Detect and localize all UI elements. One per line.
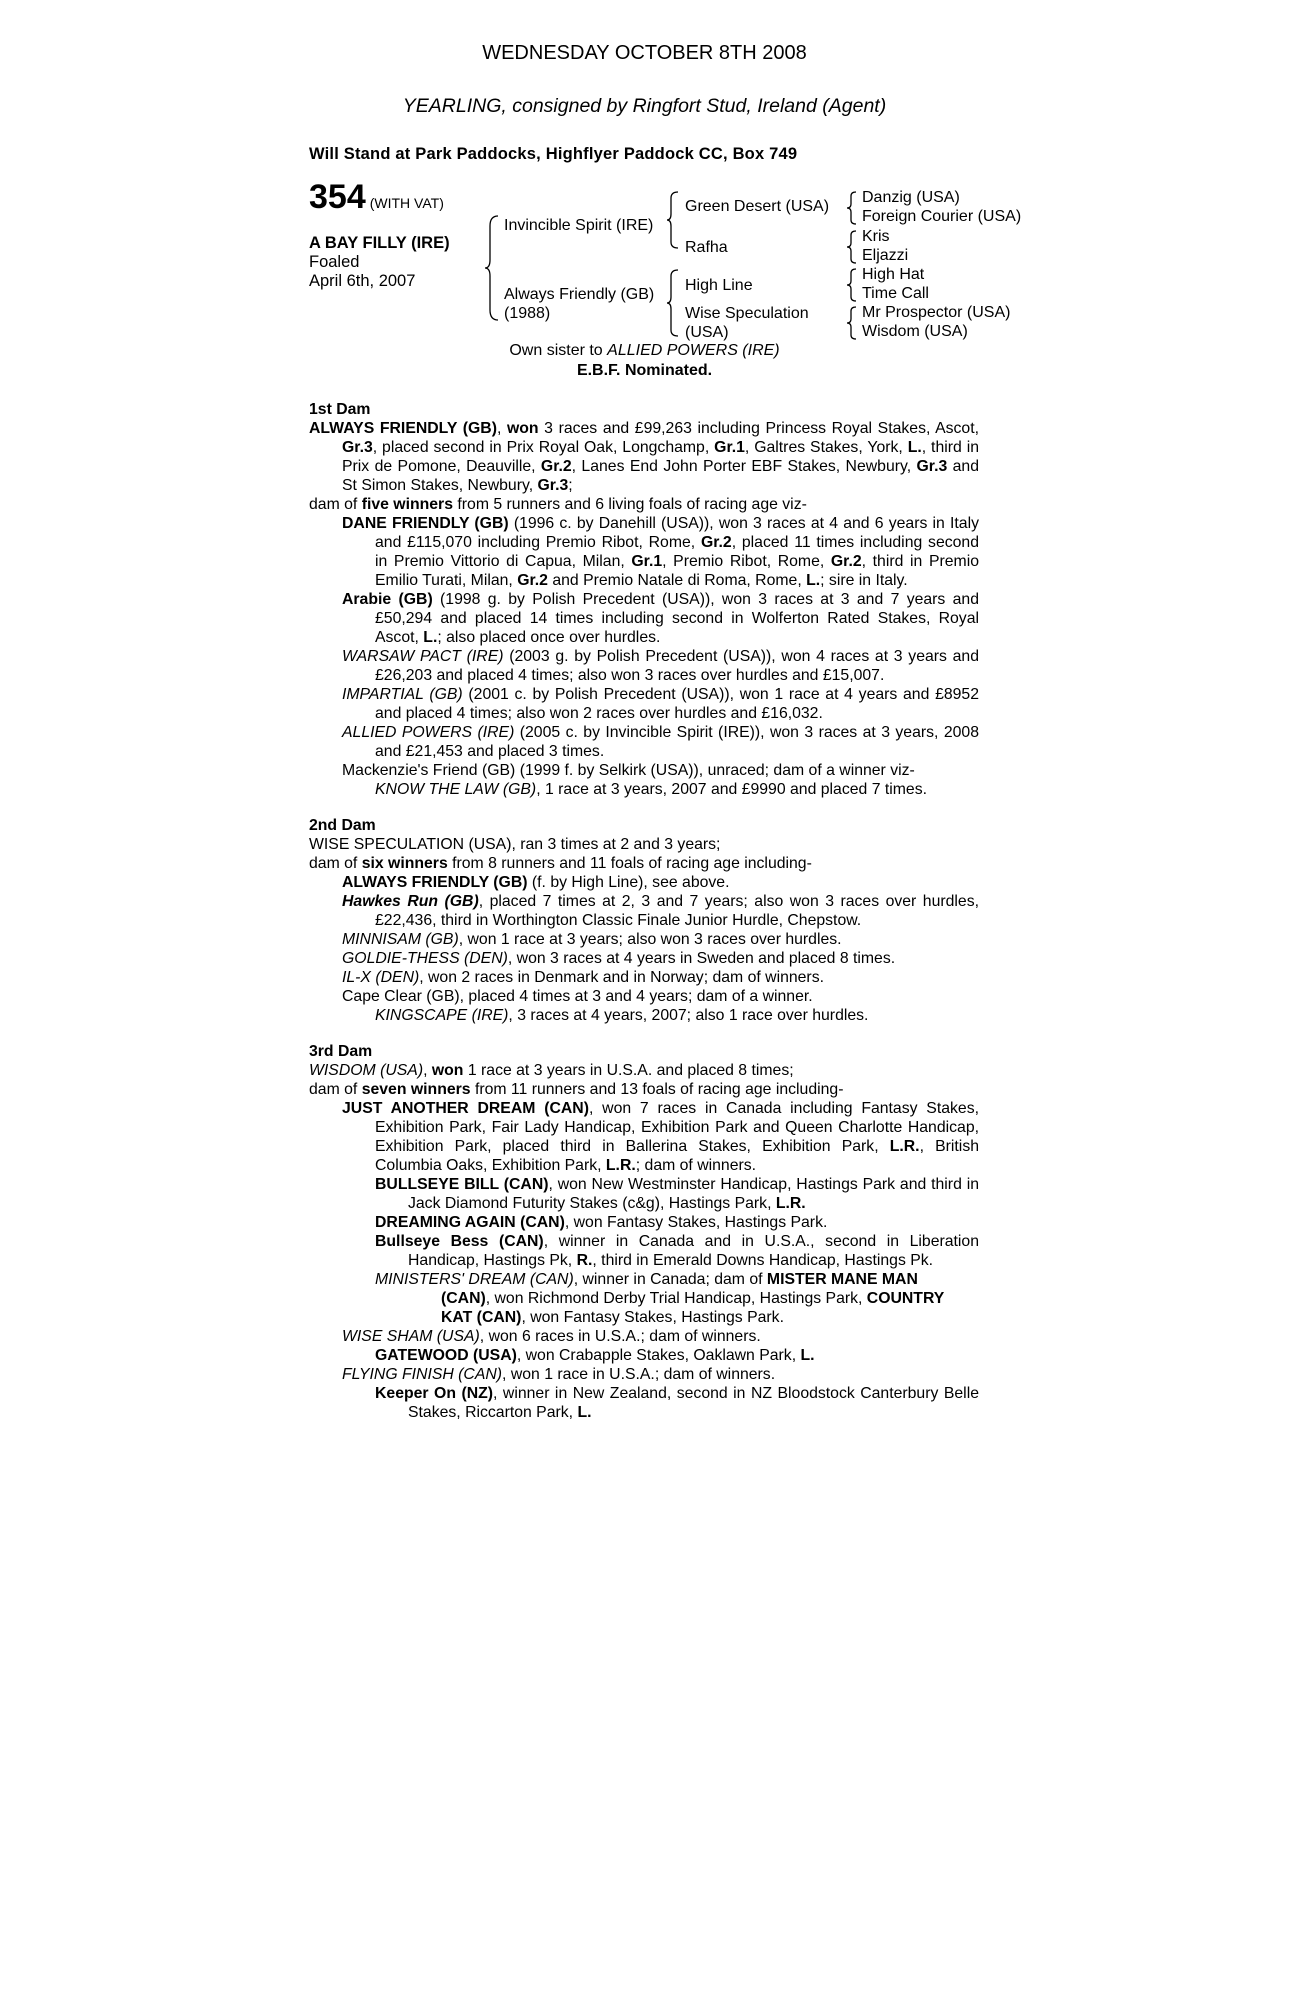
pedigree-g5: High Hat bbox=[862, 266, 925, 283]
pedigree-brace-main bbox=[484, 214, 500, 322]
produce-goldie-thess: GOLDIE-THESS (DEN), won 3 races at 4 years in Sweden and placed 8 times. bbox=[342, 950, 896, 967]
vat-note: (WITH VAT) bbox=[369, 195, 444, 211]
pedigree-dam-dam: Wise Speculation bbox=[685, 305, 809, 322]
pedigree-brace-sire bbox=[666, 190, 680, 250]
pedigree-g6: Time Call bbox=[862, 285, 929, 302]
produce-country-kat: KAT (CAN), won Fantasy Stakes, Hastings Park. bbox=[441, 1309, 784, 1326]
produce-allied-powers: ALLIED POWERS (IRE) (2005 c. by Invincible Spirit (IRE)), won 3 races at 3 years, 2008 and £21,453 and placed 3 times. bbox=[342, 724, 979, 760]
pedigree-sire-dam: Rafha bbox=[685, 239, 728, 256]
third-dam-entry: WISDOM (USA), won 1 race at 3 years in U.S.A. and placed 8 times; bbox=[309, 1062, 794, 1079]
produce-know-the-law: KNOW THE LAW (GB), 1 race at 3 years, 2007 and £9990 and placed 7 times. bbox=[375, 781, 927, 798]
produce-bullseye-bess: Bullseye Bess (CAN), winner in Canada and in U.S.A., second in Liberation Handicap, Hastings Pk, R., third in Emerald Downs Handicap, Hastings Pk. bbox=[375, 1233, 980, 1269]
produce-impartial: IMPARTIAL (GB) (2001 c. by Polish Precedent (USA)), won 1 race at 4 years and £8952 and placed 4 times; also won 2 races over hurdles and £16,032. bbox=[342, 686, 979, 722]
produce-dane-friendly: DANE FRIENDLY (GB) (1996 c. by Danehill (USA)), won 3 races at 4 and 6 years in Italy and £115,070 including Premio Ribot, Rome, Gr.2, placed 11 times including second in Premio Vittorio di Capua, Milan, Gr.1, Premio Ribot, Rome, Gr.2, third in Premio Emilio Turati, Milan, Gr.2 and Premio Natale di Roma, Rome, L.; sire in Italy. bbox=[342, 515, 980, 589]
produce-ministers-dream: MINISTERS' DREAM (CAN), winner in Canada; dam of MISTER MANE MAN bbox=[375, 1271, 918, 1288]
pedigree-dam-sire: High Line bbox=[685, 277, 753, 294]
third-dam-summary: dam of seven winners from 11 runners and 13 foals of racing age including- bbox=[309, 1081, 844, 1098]
lot-number: 354 bbox=[309, 178, 366, 216]
first-dam-heading: 1st Dam bbox=[309, 401, 371, 418]
stand-location: Will Stand at Park Paddocks, Highflyer Paddock CC, Box 749 bbox=[309, 145, 798, 163]
second-dam-summary: dam of six winners from 8 runners and 11 foals of racing age including- bbox=[309, 855, 812, 872]
produce-wise-sham: WISE SHAM (USA), won 6 races in U.S.A.; dam of winners. bbox=[342, 1328, 761, 1345]
produce-warsaw-pact: WARSAW PACT (IRE) (2003 g. by Polish Precedent (USA)), won 4 races at 3 years and £26,203 and placed 4 times; also won 3 races over hurdles and £15,007. bbox=[342, 648, 979, 684]
second-dam-heading: 2nd Dam bbox=[309, 817, 376, 834]
pedigree-g1: Danzig (USA) bbox=[862, 189, 960, 206]
pedigree-sire-sire: Green Desert (USA) bbox=[685, 198, 830, 215]
produce-minnisam: MINNISAM (GB), won 1 race at 3 years; also won 3 races over hurdles. bbox=[342, 931, 842, 948]
produce-arabie: Arabie (GB) (1998 g. by Polish Precedent (USA)), won 3 races at 3 and 7 years and £50,294 and placed 14 times including second in Wolferton Rated Stakes, Royal Ascot, L.; also placed once over hurdles. bbox=[342, 591, 979, 646]
first-dam-summary: dam of five winners from 5 runners and 6 living foals of racing age viz- bbox=[309, 496, 807, 513]
pedigree-dam-year: (1988) bbox=[504, 305, 551, 322]
foaled-date: April 6th, 2007 bbox=[309, 272, 416, 290]
pedigree-g7: Mr Prospector (USA) bbox=[862, 304, 1011, 321]
pedigree-brace-g4 bbox=[846, 305, 858, 341]
ebf-note: E.B.F. Nominated. bbox=[576, 362, 713, 379]
produce-kingscape: KINGSCAPE (IRE), 3 races at 4 years, 2007; also 1 race over hurdles. bbox=[375, 1007, 869, 1024]
catalogue-body bbox=[309, 400, 979, 1422]
produce-bullseye-bill: BULLSEYE BILL (CAN), won New Westminster Handicap, Hastings Park and third in Jack Diamond Futurity Stakes (c&g), Hastings Park, L.R. bbox=[375, 1176, 979, 1212]
pedigree-dam-dam-country: (USA) bbox=[685, 324, 729, 341]
pedigree-brace-g1 bbox=[846, 190, 858, 226]
second-dam-entry: WISE SPECULATION (USA), ran 3 times at 2 and 3 years; bbox=[309, 836, 721, 853]
pedigree-brace-g3 bbox=[846, 267, 858, 303]
pedigree-g2: Foreign Courier (USA) bbox=[862, 208, 1022, 225]
horse-name: A BAY FILLY (IRE) bbox=[309, 234, 450, 252]
produce-mister-mane-man: (CAN), won Richmond Derby Trial Handicap, Hastings Park, COUNTRY bbox=[441, 1290, 945, 1307]
sister-prefix: Own sister to bbox=[509, 342, 608, 359]
pedigree-g8: Wisdom (USA) bbox=[862, 323, 968, 340]
produce-mackenzies-friend: Mackenzie's Friend (GB) (1999 f. by Selkirk (USA)), unraced; dam of a winner viz- bbox=[342, 762, 915, 779]
sister-note bbox=[0, 341, 1289, 360]
produce-just-another-dream: JUST ANOTHER DREAM (CAN), won 7 races in Canada including Fantasy Stakes, Exhibition Park, Fair Lady Handicap, Exhibition Park and Queen Charlotte Handicap, Exhibition Park, placed third in Ballerina Stakes, Exhibition Park, L.R., British Columbia Oaks, Exhibition Park, L.R.; dam of winners. bbox=[342, 1100, 979, 1174]
third-dam-heading: 3rd Dam bbox=[309, 1043, 373, 1060]
produce-keeper-on: Keeper On (NZ), winner in New Zealand, second in NZ Bloodstock Canterbury Belle Stakes, Riccarton Park, L. bbox=[375, 1385, 979, 1421]
produce-gatewood: GATEWOOD (USA), won Crabapple Stakes, Oaklawn Park, L. bbox=[375, 1347, 815, 1364]
sale-date: WEDNESDAY OCTOBER 8TH 2008 bbox=[482, 42, 807, 64]
horse-info bbox=[309, 234, 450, 291]
pedigree-brace-g2 bbox=[846, 229, 858, 265]
pedigree-g4: Eljazzi bbox=[862, 247, 909, 264]
produce-il-x: IL-X (DEN), won 2 races in Denmark and in Norway; dam of winners. bbox=[342, 969, 824, 986]
foaled-label: Foaled bbox=[309, 253, 360, 271]
lot-number-block bbox=[309, 178, 444, 216]
first-dam-entry: ALWAYS FRIENDLY (GB), won 3 races and £99,263 including Princess Royal Stakes, Ascot, Gr.3, placed second in Prix Royal Oak, Longchamp, Gr.1, Galtres Stakes, York, L., third in Prix de Pomone, Deauville, Gr.2, Lanes End John Porter EBF Stakes, Newbury, Gr.3 and St Simon Stakes, Newbury, Gr.3; bbox=[309, 420, 979, 494]
produce-hawkes-run: Hawkes Run (GB), placed 7 times at 2, 3 and 7 years; also won 3 races over hurdles, £22,436, third in Worthington Classic Finale Junior Hurdle, Chepstow. bbox=[342, 893, 979, 929]
pedigree-sire: Invincible Spirit (IRE) bbox=[504, 217, 654, 234]
produce-flying-finish: FLYING FINISH (CAN), won 1 race in U.S.A.; dam of winners. bbox=[342, 1366, 776, 1383]
pedigree-dam: Always Friendly (GB) bbox=[504, 286, 655, 303]
produce-always-friendly: ALWAYS FRIENDLY (GB) (f. by High Line), see above. bbox=[342, 874, 730, 891]
pedigree-g3: Kris bbox=[862, 228, 890, 245]
produce-cape-clear: Cape Clear (GB), placed 4 times at 3 and 4 years; dam of a winner. bbox=[342, 988, 813, 1005]
consignment-line: YEARLING, consigned by Ringfort Stud, Ireland (Agent) bbox=[402, 95, 887, 117]
pedigree-brace-dam bbox=[666, 268, 680, 338]
produce-dreaming-again: DREAMING AGAIN (CAN), won Fantasy Stakes, Hastings Park. bbox=[375, 1214, 828, 1231]
sister-name: ALLIED POWERS (IRE) bbox=[607, 342, 780, 359]
